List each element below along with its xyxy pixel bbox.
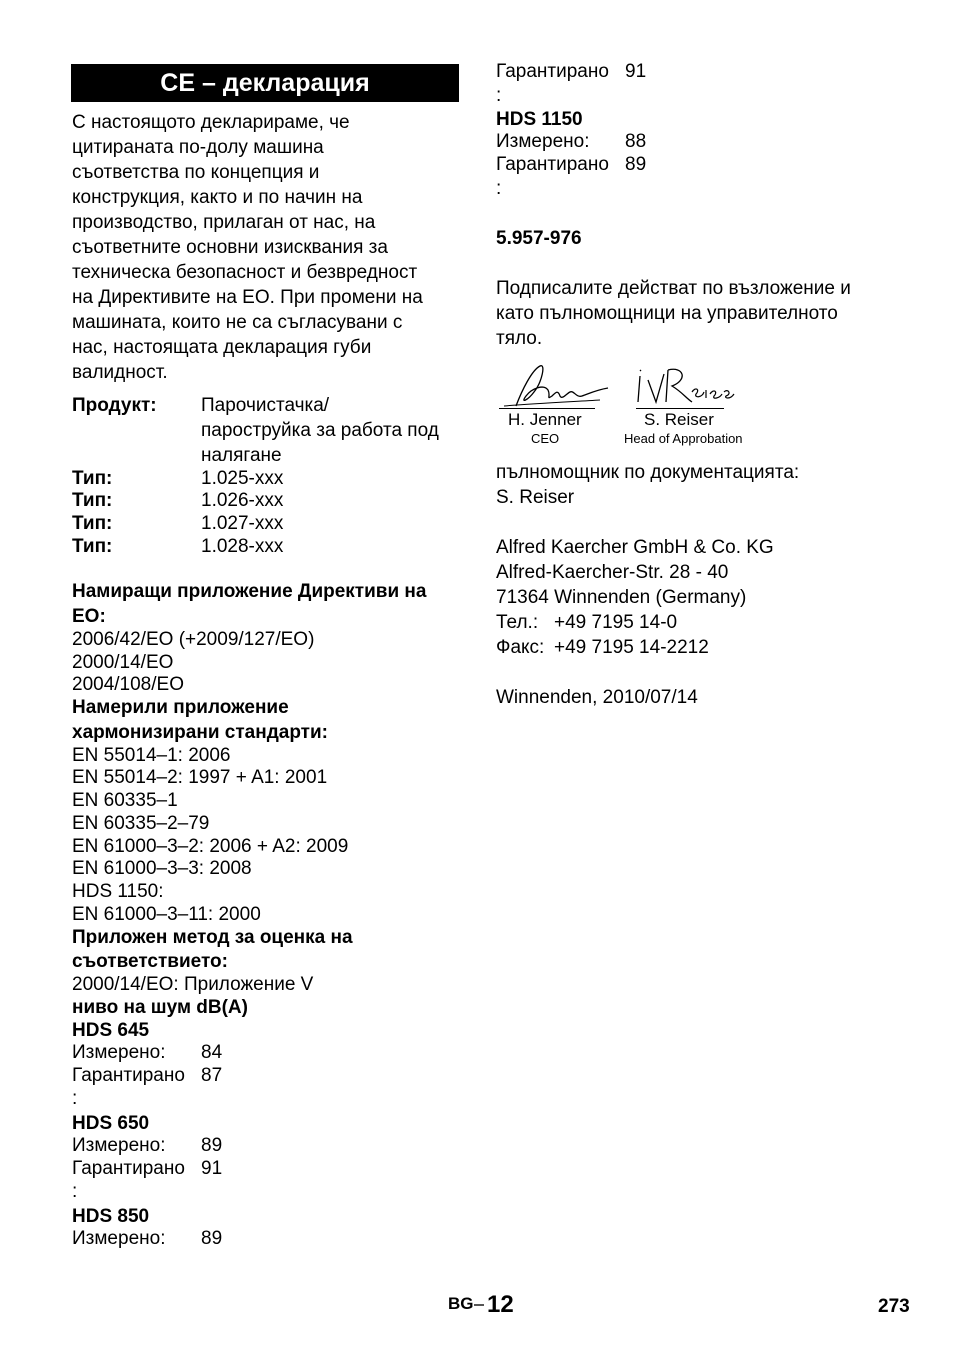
signer2-title: Head of Approbation [624,431,743,446]
intro-line: цитираната по-долу машина [72,137,324,158]
colon: : [496,178,502,199]
signatories-line: тяло. [496,328,543,349]
measured-value: 84 [201,1042,223,1063]
measured-label: Измерено: [72,1228,166,1249]
intro-line: машината, които не са съгласувани с [72,312,403,333]
guaranteed-value: 91 [201,1158,223,1179]
type-label: Тип: [72,490,113,511]
intro-line: съответства по концепция и [72,162,320,183]
standard-item: EN 55014–1: 2006 [72,745,231,766]
product-value-line: налягане [201,445,282,466]
footer-language: BG [448,1294,474,1313]
signatories-line: като пълномощници на управителното [496,303,838,324]
guaranteed-value: 91 [625,61,647,82]
company-line: Alfred Kaercher GmbH & Co. KG [496,537,774,558]
guaranteed-label: Гарантирано [496,61,609,82]
noise-heading: ниво на шум dB(A) [72,997,248,1018]
guaranteed-value: 89 [625,154,647,175]
intro-line: производство, прилаган от нас, на [72,212,376,233]
product-label: Продукт: [72,395,157,416]
doc-number: 5.957-976 [496,228,582,249]
standard-item: EN 61000–3–3: 2008 [72,858,252,879]
type-value: 1.025-xxx [201,468,284,489]
page-title: CE – декларация [71,64,459,102]
intro-line: нас, настоящата декларация губи [72,337,372,358]
intro-line: конструкция, както и по начин на [72,187,363,208]
phone-value: +49 7195 14-0 [554,612,678,633]
guaranteed-label: Гарантирано [496,154,609,175]
guaranteed-label: Гарантирано [72,1065,185,1086]
company-line: 71364 Winnenden (Germany) [496,587,747,608]
product-value-line: пароструйка за работа под [201,420,439,441]
doc-rep-name: S. Reiser [496,487,575,508]
signatories-line: Подписалите действат по възложение и [496,278,851,299]
measured-value: 89 [201,1135,223,1156]
model-name: HDS 650 [72,1113,150,1134]
guaranteed-value: 87 [201,1065,223,1086]
intro-line: С настоящото декларираме, че [72,112,350,133]
standards-heading: Намерили приложение [72,697,289,718]
type-value: 1.026-xxx [201,490,284,511]
colon: : [496,85,502,106]
standard-item: EN 60335–2–79 [72,813,210,834]
footer-dash [474,1304,484,1306]
model-name: HDS 850 [72,1206,150,1227]
standard-item: EN 60335–1 [72,790,178,811]
method-heading: съответствието: [72,951,228,972]
intro-line: съответните основни изисквания за [72,237,388,258]
directives-heading: Намиращи приложение Директиви на [72,581,427,602]
directive-item: 2000/14/ЕО [72,652,174,673]
type-label: Тип: [72,468,113,489]
signature-jenner [496,360,626,412]
signature-reiser [630,362,740,410]
measured-value: 88 [625,131,647,152]
guaranteed-label: Гарантирано [72,1158,185,1179]
type-value: 1.028-xxx [201,536,284,557]
type-label: Тип: [72,513,113,534]
directive-item: 2006/42/ЕО (+2009/127/ЕО) [72,629,315,650]
product-value-line: Парочистачка/ [201,395,330,416]
standard-item: EN 55014–2: 1997 + A1: 2001 [72,767,328,788]
standard-item: EN 61000–3–2: 2006 + A2: 2009 [72,836,349,857]
colon: : [72,1088,78,1109]
signer1-name: H. Jenner [508,410,582,429]
doc-rep-label: пълномощник по документацията: [496,462,800,483]
method-value: 2000/14/ЕО: Приложение V [72,974,314,995]
signer2-name: S. Reiser [644,410,714,429]
intro-line: техническа безопасност и безвредност [72,262,418,283]
measured-label: Измерено: [72,1135,166,1156]
measured-value: 89 [201,1228,223,1249]
intro-line: валидност. [72,362,168,383]
type-label: Тип: [72,536,113,557]
colon: : [72,1181,78,1202]
directive-item: 2004/108/ЕО [72,674,184,695]
fax-label: Факс: [496,637,545,658]
type-value: 1.027-xxx [201,513,284,534]
model-name: HDS 1150 [496,109,583,130]
standard-item: EN 61000–3–11: 2000 [72,904,261,925]
company-line: Alfred-Kaercher-Str. 28 - 40 [496,562,729,583]
method-heading: Приложен метод за оценка на [72,927,353,948]
standard-item: HDS 1150: [72,881,164,902]
model-name: HDS 645 [72,1020,150,1041]
intro-line: на Директивите на ЕО. При промени на [72,287,423,308]
directives-heading: ЕО: [72,606,106,627]
signer1-title: CEO [531,431,560,446]
measured-label: Измерено: [496,131,590,152]
fax-value: +49 7195 14-2212 [554,637,709,658]
footer-total-page: 273 [878,1296,910,1317]
measured-label: Измерено: [72,1042,166,1063]
standards-heading: хармонизирани стандарти: [72,722,328,743]
footer-page-number: 12 [487,1291,514,1318]
place-date: Winnenden, 2010/07/14 [496,687,698,708]
phone-label: Тел.: [496,612,539,633]
